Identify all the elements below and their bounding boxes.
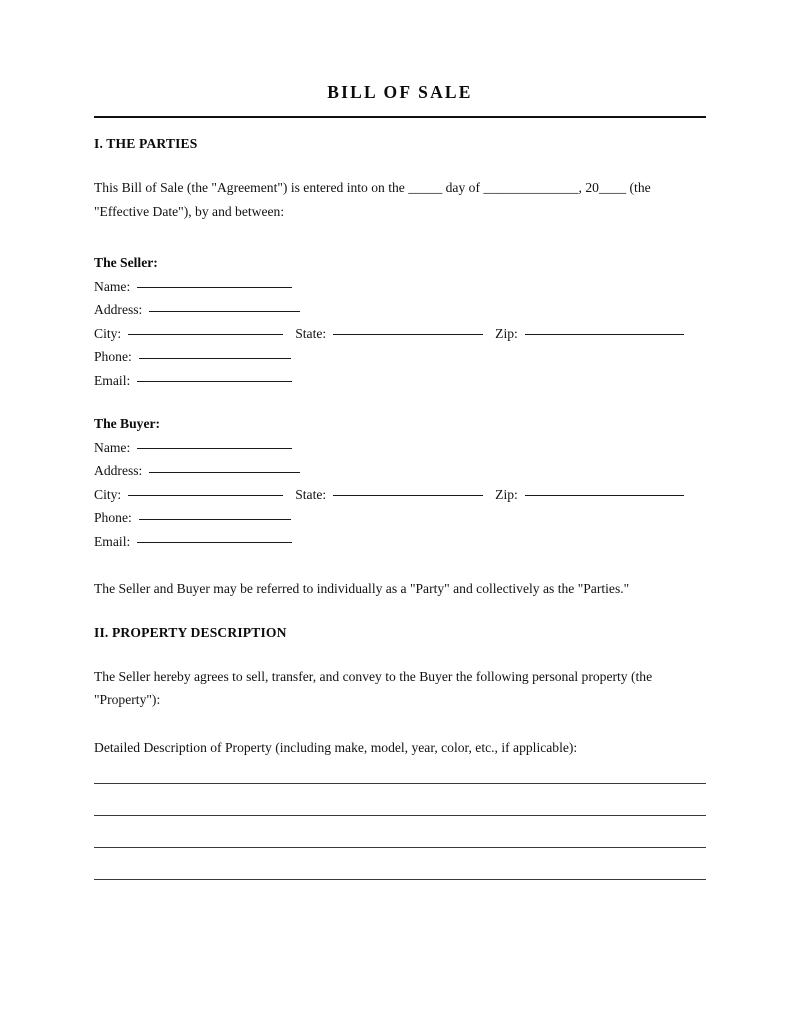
buyer-zip-input[interactable] — [525, 485, 684, 499]
buyer-state-input[interactable] — [333, 485, 483, 499]
intro-mid-text: day of — [442, 180, 484, 195]
seller-state-input[interactable] — [333, 324, 483, 338]
buyer-address-row — [94, 459, 706, 483]
section-heading-parties: I. THE PARTIES — [94, 136, 198, 151]
seller-address-input[interactable] — [149, 300, 300, 314]
parties-intro-paragraph — [94, 176, 706, 223]
seller-city-state-zip-row — [94, 322, 706, 346]
buyer-name-row — [94, 436, 706, 460]
seller-city-label: City: — [94, 325, 122, 341]
seller-email-label: Email: — [94, 372, 131, 388]
seller-zip-input[interactable] — [525, 324, 684, 338]
document-content — [94, 0, 706, 880]
section-heading-property-description: II. PROPERTY DESCRIPTION — [94, 624, 287, 640]
seller-phone-input[interactable] — [139, 347, 291, 361]
buyer-phone-input[interactable] — [139, 508, 291, 522]
intro-suffix-text: (the "Effective Date"), by and between: — [94, 180, 651, 219]
seller-phone-row — [94, 345, 706, 369]
intro-year-prefix-text: , 20 — [578, 180, 599, 195]
property-conveyance-paragraph: The Seller hereby agrees to sell, transfer, and convey to the Buyer the following personal property (the "Property"): — [94, 668, 653, 707]
buyer-phone-label: Phone: — [94, 510, 132, 525]
year-blank-field[interactable]: ____ — [598, 180, 627, 195]
buyer-address-label: Address: — [94, 463, 143, 478]
day-blank-field[interactable]: _____ — [408, 180, 443, 195]
seller-email-row — [94, 369, 706, 393]
seller-name-row — [94, 275, 706, 299]
buyer-address-input[interactable] — [149, 461, 300, 475]
seller-city-input[interactable] — [128, 324, 283, 338]
seller-address-label: Address: — [94, 302, 143, 317]
buyer-zip-label: Zip: — [495, 486, 518, 502]
seller-state-label: State: — [295, 325, 327, 341]
month-blank-field[interactable]: ______________ — [483, 180, 579, 195]
page-title: BILL OF SALE — [327, 82, 473, 102]
seller-phone-label: Phone: — [94, 349, 132, 364]
buyer-name-input[interactable] — [137, 438, 292, 452]
seller-zip-label: Zip: — [495, 325, 518, 341]
property-detail-prompt: Detailed Description of Property (including make, model, year, color, etc., if applicable): — [94, 739, 578, 755]
buyer-city-label: City: — [94, 486, 122, 502]
buyer-email-label: Email: — [94, 533, 131, 549]
seller-name-label: Name: — [94, 278, 131, 294]
buyer-email-row — [94, 530, 706, 554]
seller-email-input[interactable] — [137, 371, 292, 385]
intro-prefix-text: This Bill of Sale (the "Agreement") is entered into on the — [94, 180, 409, 195]
buyer-block-title: The Buyer: — [94, 416, 161, 431]
buyer-city-state-zip-row — [94, 483, 706, 507]
seller-name-input[interactable] — [137, 277, 292, 291]
parties-reference-note: The Seller and Buyer may be referred to individually as a "Party" and collectively as the "Parties." — [94, 581, 630, 596]
buyer-state-label: State: — [295, 486, 327, 502]
seller-block-title: The Seller: — [94, 255, 158, 270]
buyer-name-label: Name: — [94, 439, 131, 455]
buyer-city-input[interactable] — [128, 485, 283, 499]
property-description-line-4[interactable] — [94, 879, 706, 880]
buyer-email-input[interactable] — [137, 532, 292, 546]
buyer-phone-row — [94, 506, 706, 530]
seller-address-row — [94, 298, 706, 322]
